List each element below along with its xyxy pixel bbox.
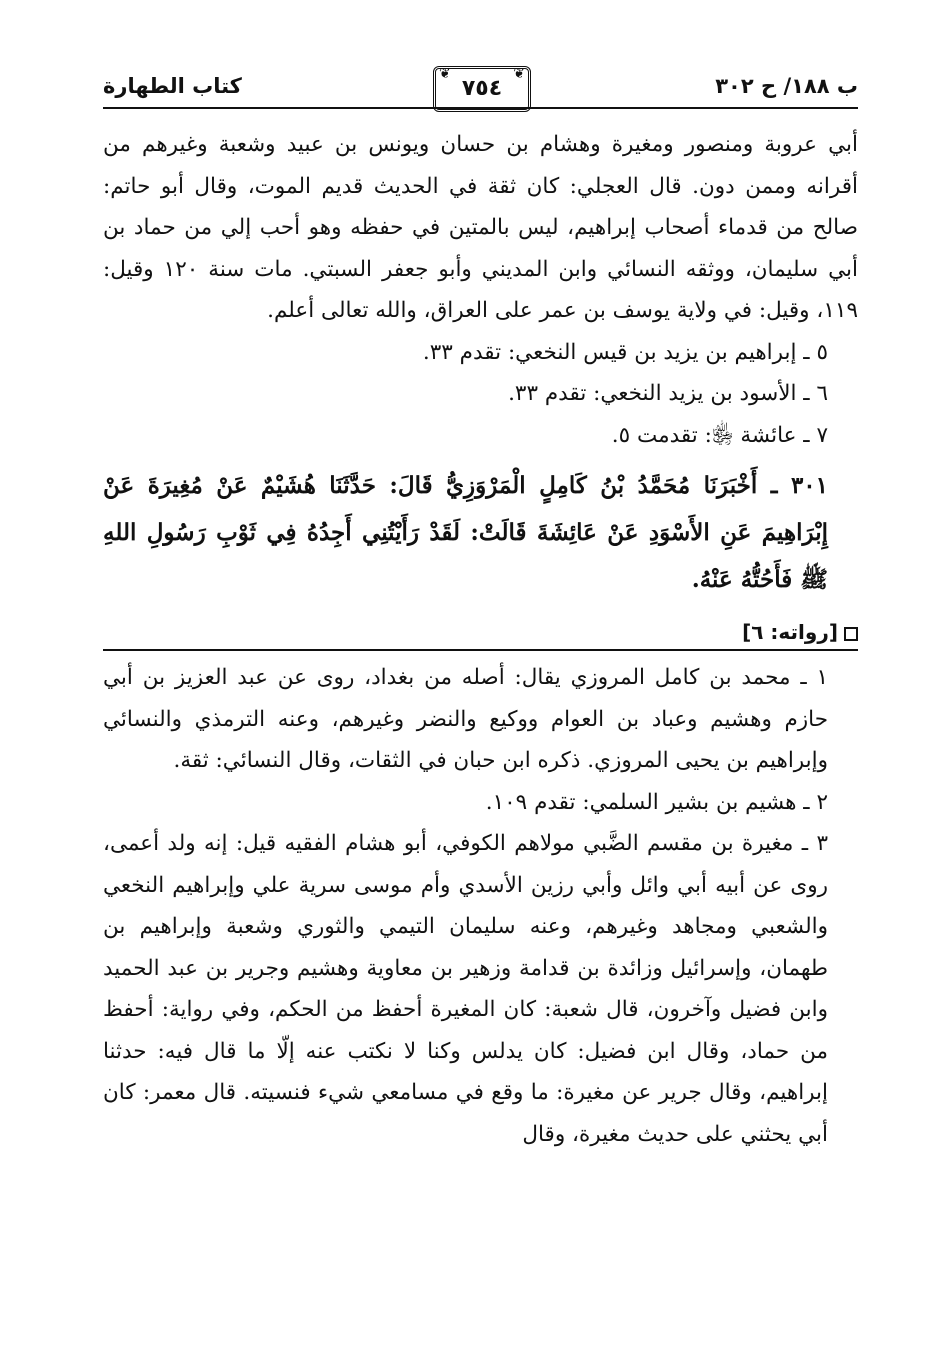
- narrators-heading-label: [رواته: ٦]: [742, 620, 838, 644]
- narrator-entry-7: ٧ ـ عائشة ﵂: تقدمت ٥.: [611, 422, 828, 448]
- page-header: [103, 66, 858, 124]
- narrator-entry-2: ٢ ـ هشيم بن بشير السلمي: تقدم ١٠٩.: [485, 789, 828, 815]
- narrator-entry-6: ٦ ـ الأسود بن يزيد النخعي: تقدم ٣٣.: [508, 381, 828, 406]
- page-number: ❦ ٧٥٤ ❦: [433, 66, 531, 112]
- section-divider: [103, 649, 858, 651]
- header-divider: [103, 107, 858, 109]
- square-bullet-icon: [844, 627, 858, 641]
- narrator-entry-3: ٣ ـ مغيرة بن مقسم الضَّبي مولاهم الكوفي، أبو هشام الفقيه قيل: إنه ولد أعمى، روى عن أبيه أبي وائل وأبي رزين الأسدي وأم موسى سرية علي وإبراهيم النخعي والشعبي ومجاهد وغيرهم، وعنه سليمان التيمي والثوري وشعبة وإبراهيم بن طهمان، وإسرائيل وزائدة بن قدامة وزهير بن معاوية وهشيم وجرير بن عبد الحميد وابن فضيل وآخرون، قال شعبة: كان المغيرة أحفظ من الحكم، وفي رواية: أحفظ من حماد، وقال ابن فضيل: كان يدلس وكنا لا نكتب عنه إلّا ما قال فيه: حدثنا إبراهيم، وقال جرير عن مغيرة: ما وقع في مسامعي شيء فنسيته. قال معمر: كان أبي يحثني على حديث مغيرة، وقال: [103, 831, 828, 1147]
- narrator-continuation: أبي عروبة ومنصور ومغيرة وهشام بن حسان ويونس بن عبيد وشعبة وغيرهم من أقرانه وممن دون. قال العجلي: كان ثقة في الحديث قديم الموت، وقال أبو حاتم: صالح من قدماء أصحاب إبراهيم، ليس بالمتين في حفظه وهو أحب إلي من حماد بن أبي سليمان، ووثقه النسائي وابن المديني وأبو جعفر السبتي. مات سنة ١٢٠ وقيل: ١١٩، وقيل: في ولاية يوسف بن عمر على العراق، والله تعالى أعلم.: [103, 132, 858, 323]
- chapter-reference: ب ١٨٨/ ح ٣٠٢: [715, 74, 858, 98]
- narrator-entry-1: ١ ـ محمد بن كامل المروزي يقال: أصله من بغداد، روى عن عبد العزيز بن أبي حازم وهشيم وعباد بن العوام ووكيع والنضر وغيرهم، وعنه الترمذي والنسائي وإبراهيم بن يحيى المروزي. ذكره ابن حبان في الثقات، وقال النسائي: ثقة.: [103, 665, 828, 773]
- narrator-entry-5: ٥ ـ إبراهيم بن يزيد بن قيس النخعي: تقدم ٣٣.: [422, 339, 828, 365]
- narrators-heading: [103, 617, 858, 647]
- book-title: كتاب الطهارة: [103, 74, 242, 98]
- hadith-301: ٣٠١ ـ أَخْبَرَنَا مُحَمَّدُ بْنُ كَامِلٍ الْمَرْوَزِيُّ قَالَ: حَدَّثَنَا هُشَيْمٌ عَنْ مُغِيرَةَ عَنْ إِبْرَاهِيمَ عَنِ الأَسْوَدِ عَنْ عَائِشَةَ قَالَتْ: لَقَدْ رَأَيْتُنِي أَجِدُهُ فِي ثَوْبِ رَسُولِ اللهِ ﷺ فَأَحُتُّهُ عَنْهُ.: [103, 472, 828, 593]
- page-body: [103, 124, 858, 1155]
